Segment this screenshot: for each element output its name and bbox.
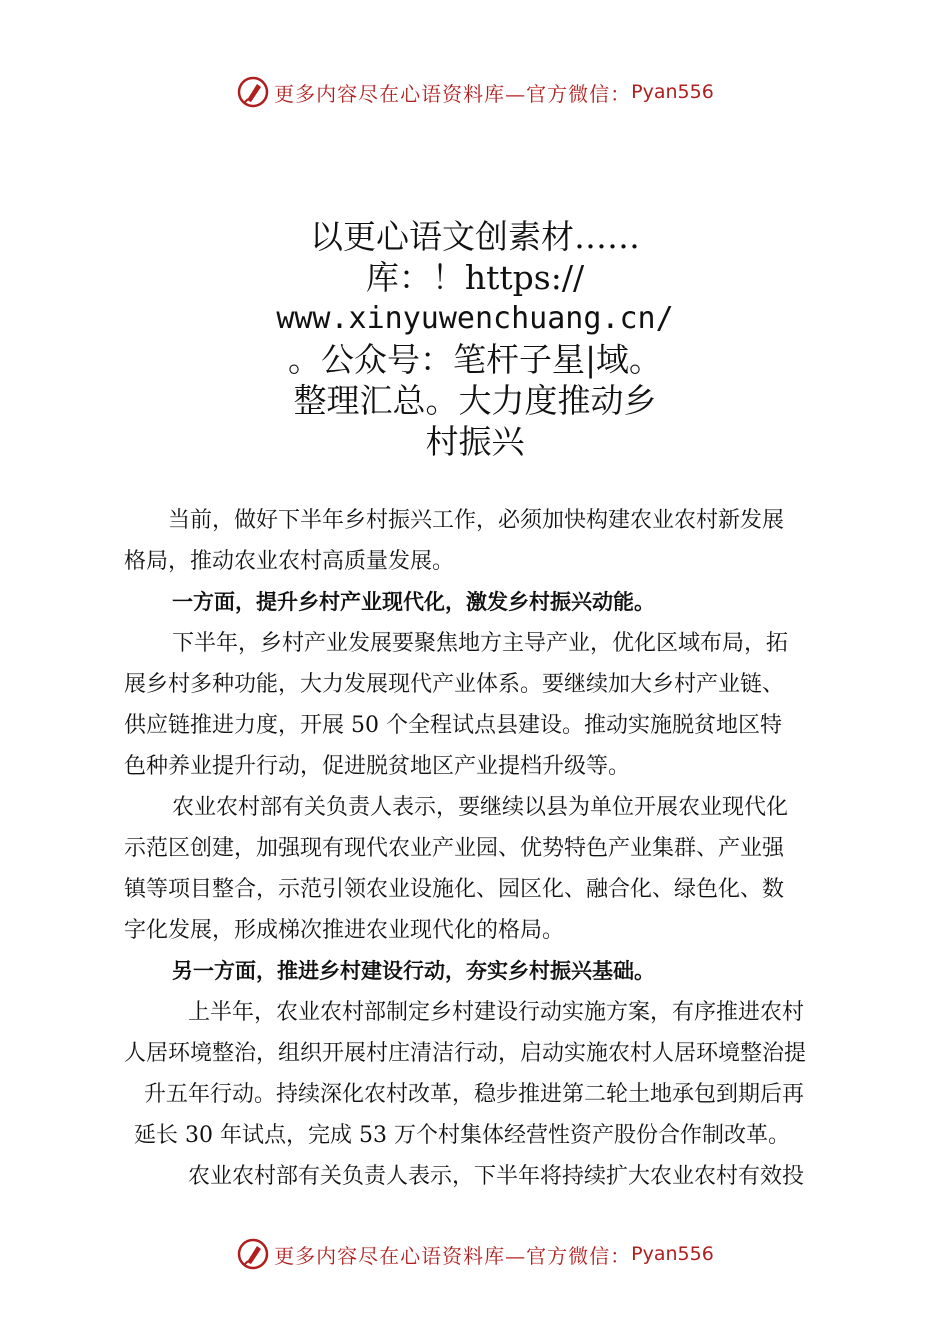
body-line: 展乡村多种功能，大力发展现代产业体系。要继续加大乡村产业链、 xyxy=(124,672,785,697)
title-line: 。公众号：笔杆子星|域。 xyxy=(287,340,663,379)
body-line: 字化发展，形成梯次推进农业现代化的格局。 xyxy=(124,918,565,943)
body-line: 当前，做好下半年乡村振兴工作，必须加快构建农业农村新发展 xyxy=(168,508,785,533)
document-title xyxy=(200,216,750,462)
header-banner xyxy=(0,70,950,114)
footer-banner xyxy=(0,1232,950,1276)
document-body xyxy=(124,500,842,1197)
title-line: 以更心语文创素材…… xyxy=(310,217,640,256)
body-line: 色种养业提升行动，促进脱贫地区产业提档升级等。 xyxy=(124,754,631,779)
body-line: 格局，推动农业农村高质量发展。 xyxy=(124,549,455,574)
body-line: 供应链推进力度，开展 50 个全程试点县建设。推动实施脱贫地区特 xyxy=(124,713,782,738)
section-heading: 一方面，提升乡村产业现代化，激发乡村振兴动能。 xyxy=(172,590,655,614)
title-line: 库：！https:// xyxy=(365,258,585,297)
title-line: 整理汇总。大力度推动乡 xyxy=(293,381,657,420)
header-banner-text: 更多内容尽在心语资料库—官方微信： xyxy=(274,81,632,106)
footer-banner-text: 更多内容尽在心语资料库—官方微信： xyxy=(274,1243,632,1268)
body-line: 示范区创建，加强现有现代农业产业园、优势特色产业集群、产业强 xyxy=(124,836,785,861)
body-line: 镇等项目整合，示范引领农业设施化、园区化、融合化、绿色化、数 xyxy=(124,877,785,902)
section-heading: 另一方面，推进乡村建设行动，夯实乡村振兴基础。 xyxy=(172,959,655,983)
body-line: 农业农村部有关负责人表示，要继续以县为单位开展农业现代化 xyxy=(172,795,789,820)
body-line: 上半年，农业农村部制定乡村建设行动实施方案，有序推进农村 xyxy=(188,1000,805,1025)
body-line: 人居环境整治，组织开展村庄清洁行动，启动实施农村人居环境整治提 xyxy=(124,1041,807,1066)
pen-nib-logo-icon xyxy=(236,75,270,109)
body-line: 农业农村部有关负责人表示，下半年将持续扩大农业农村有效投 xyxy=(188,1164,805,1189)
body-line: 升五年行动。持续深化农村改革，稳步推进第二轮土地承包到期后再 xyxy=(144,1082,805,1107)
footer-banner-wechat: Pyan556 xyxy=(631,1243,714,1265)
body-line: 延长 30 年试点，完成 53 万个村集体经营性资产股份合作制改革。 xyxy=(134,1123,790,1148)
body-line: 下半年，乡村产业发展要聚焦地方主导产业，优化区域布局，拓 xyxy=(172,631,789,656)
header-banner-wechat: Pyan556 xyxy=(631,81,714,103)
title-line-url: www.xinyuwenchuang.cn/ xyxy=(276,301,674,336)
title-line: 村振兴 xyxy=(425,422,525,461)
pen-nib-logo-icon xyxy=(236,1237,270,1271)
